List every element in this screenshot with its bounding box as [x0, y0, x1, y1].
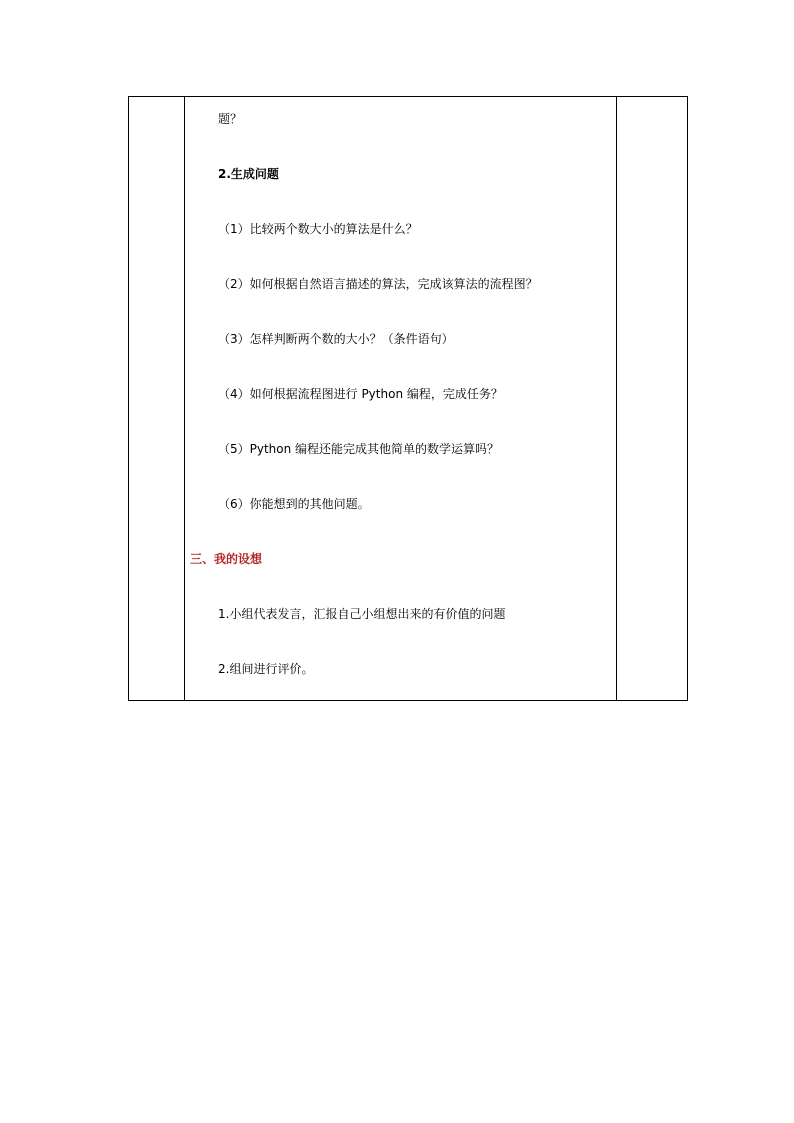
question-item-5: （5）Python 编程还能完成其他简单的数学运算吗？: [218, 442, 500, 456]
table-column-divider-right: [616, 97, 617, 700]
idea-item-1: 1.小组代表发言，汇报自己小组想出来的有价值的问题: [218, 607, 506, 621]
question-continuation-text: 题？: [218, 112, 243, 126]
table-column-divider-left: [184, 97, 185, 700]
question-item-1: （1）比较两个数大小的算法是什么？: [218, 222, 418, 236]
question-item-4: （4）如何根据流程图进行 Python 编程，完成任务？: [218, 387, 503, 401]
question-item-6: （6）你能想到的其他问题。: [218, 497, 370, 511]
section-heading-my-ideas: 三、我的设想: [190, 552, 263, 566]
question-item-2: （2）如何根据自然语言描述的算法，完成该算法的流程图？: [218, 277, 538, 291]
idea-item-2: 2.组间进行评价。: [218, 662, 314, 676]
question-item-3: （3）怎样判断两个数的大小？（条件语句）: [218, 332, 454, 346]
section-heading-generate-questions: 2.生成问题: [218, 167, 279, 181]
